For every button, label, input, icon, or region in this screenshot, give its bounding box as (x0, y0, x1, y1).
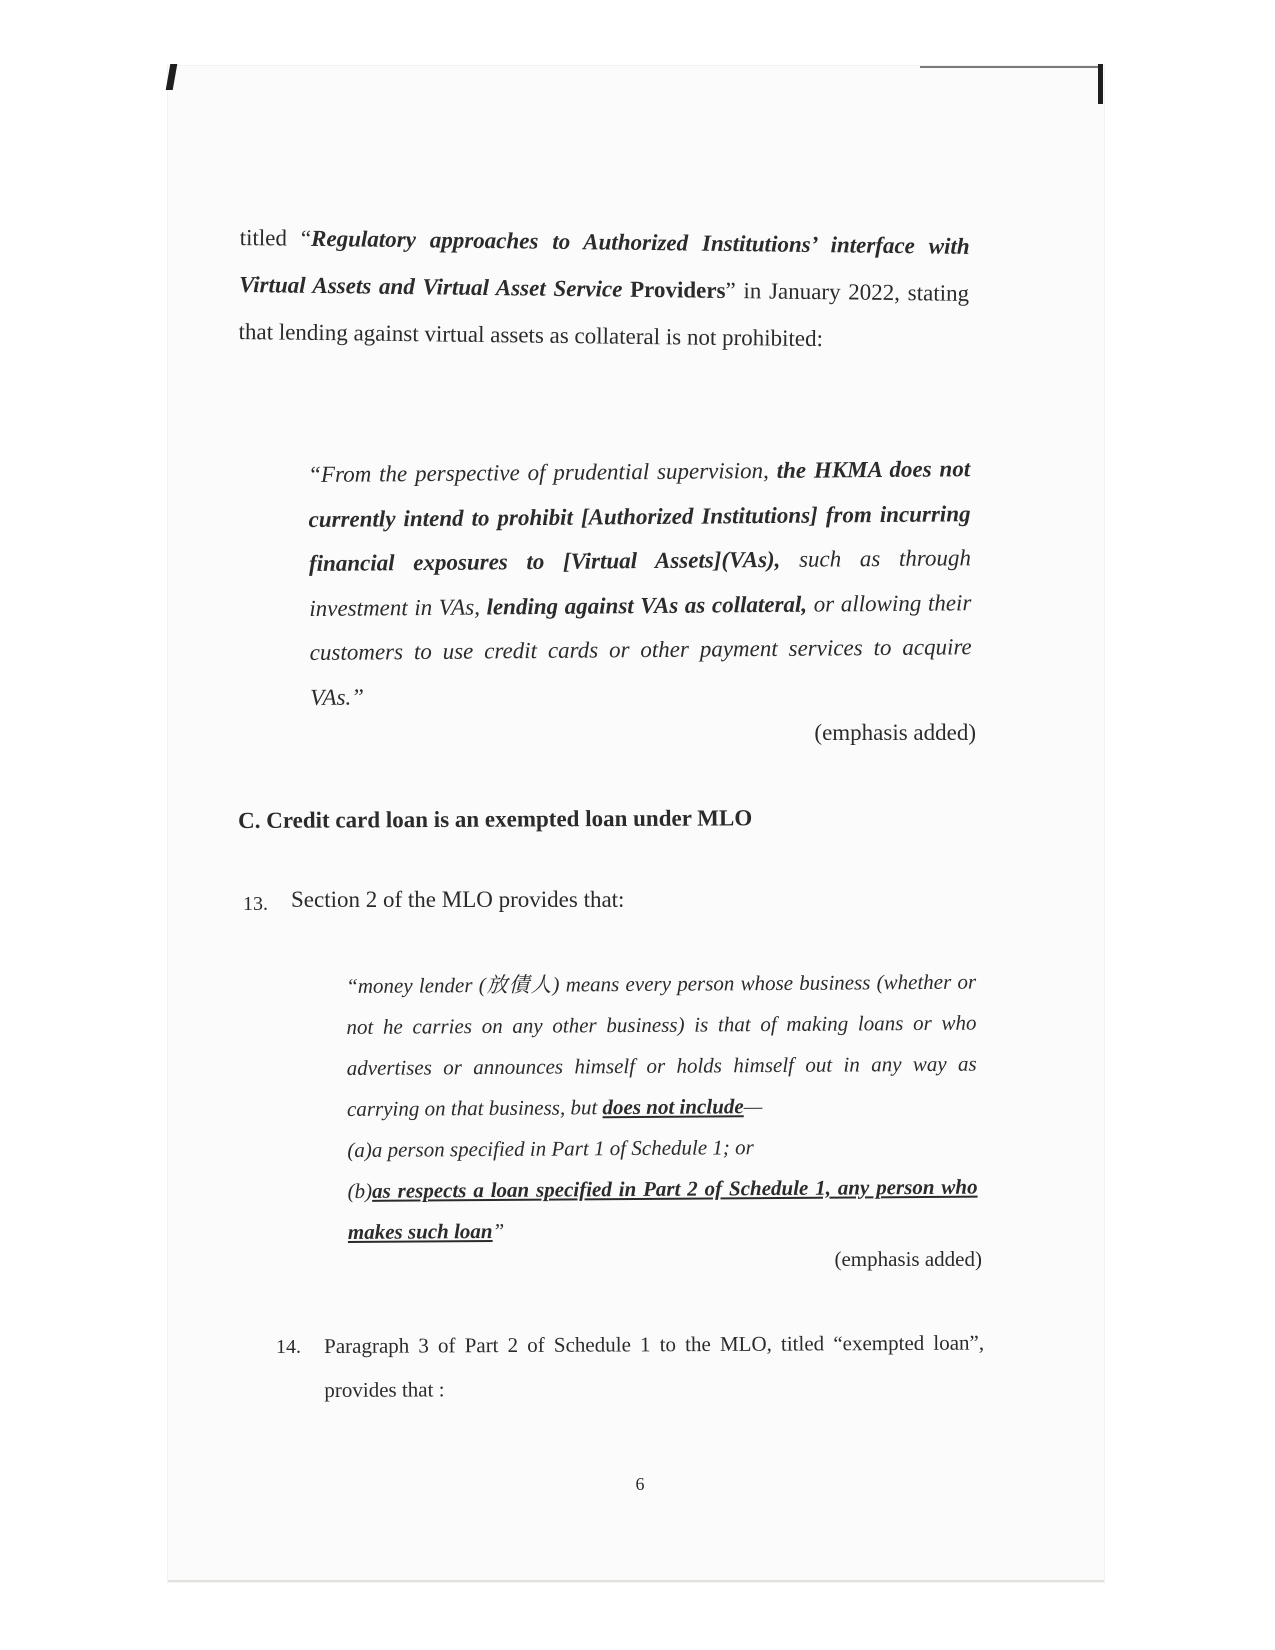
mlo-quote-does-not-include: does not include (602, 1094, 744, 1120)
page-number: 6 (635, 1474, 645, 1494)
paragraph-14-number: 14. (276, 1336, 301, 1358)
hkma-quote-part2: such as through investment in VAs, (309, 545, 972, 621)
hkma-quote-part3: or allowing their customers to use credit cards or other payment services to acquire VAs.” (309, 589, 972, 710)
mlo-quote-dash: — (743, 1094, 763, 1119)
intro-document-title-tail: Providers (622, 276, 726, 303)
hkma-quote (308, 447, 972, 720)
section-heading-c: C. Credit card loan is an exempted loan under MLO (238, 805, 753, 833)
intro-document-title: Regulatory approaches to Authorized Institutions’ interface with Virtual Assets and Virtual Asset Service (238, 225, 970, 302)
mlo-quote-part1: “money lender (放債人) means every person whose business (whether or not he carries on any other business) is that of making loans or who advertises or announces himself or holds himself out in any way as carrying on that business, but (346, 969, 977, 1121)
mlo-quote-item-b-text: as respects a loan specified in Part 2 of Schedule 1, any person who makes such loan (347, 1174, 978, 1244)
intro-pre: titled “ (239, 224, 312, 251)
paragraph-13-text: Section 2 of the MLO provides that: (291, 887, 625, 912)
paragraph-13-number: 13. (243, 893, 268, 915)
mlo-quote-item-b-close: ” (492, 1218, 505, 1243)
mlo-quote-item-b (347, 1167, 978, 1253)
hkma-quote-part1: “From the perspective of prudential supervision, (308, 457, 777, 487)
mlo-quote-item-b-prefix: (b) (347, 1178, 373, 1203)
hkma-quote-bold1: the HKMA does not currently intend to prohibit [Authorized Institutions] from incurring financial exposures to [Virtual Assets](VAs), (308, 456, 971, 576)
paragraph-14-text: Paragraph 3 of Part 2 of Schedule 1 to the MLO, titled “exempted loan”, provides that : (324, 1330, 985, 1402)
mlo-section-2-quote (346, 962, 978, 1253)
intro-post: ” in January 2022, stating that lending against virtual assets as collateral is not prohibited: (238, 277, 970, 352)
mlo-quote-item-a: (a)a person specified in Part 1 of Schedule 1; or (347, 1135, 754, 1162)
intro-paragraph (238, 214, 970, 364)
hkma-quote-bold2: lending against VAs as collateral, (486, 591, 808, 619)
emphasis-added-note-1: (emphasis added) (814, 720, 976, 745)
emphasis-added-note-2: (emphasis added) (834, 1247, 982, 1271)
